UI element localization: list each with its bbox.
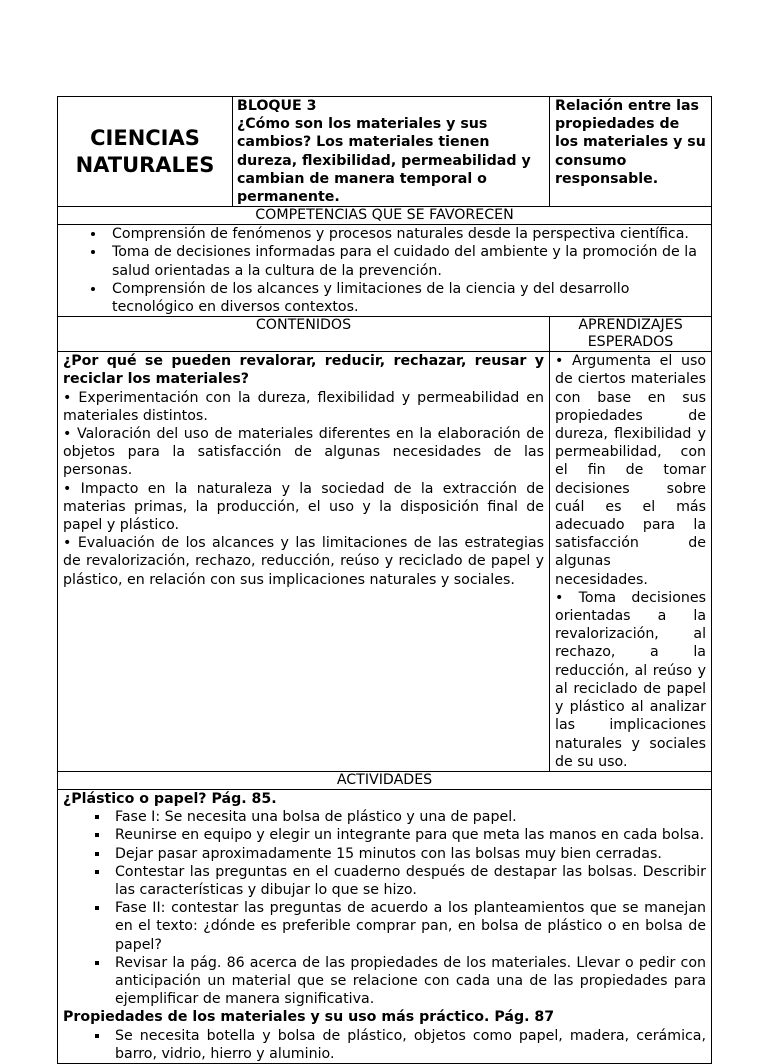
actividades-heading: ACTIVIDADES [58,771,712,789]
relation-cell: Relación entre las propiedades de los materiales y su consumo responsable. [550,97,712,207]
lesson-plan-table [57,96,712,1064]
contenidos-row [58,352,712,772]
block-cell [233,97,550,207]
list-item: • Toma de decisiones informadas para el cuidado del ambiente y la promoción de la salud orientadas a la cultura de la prevención. [106,243,708,279]
competencias-heading: COMPETENCIAS QUE SE FAVORECEN [58,207,712,225]
activity-title: ¿Plástico o papel? Pág. 85. [63,790,277,807]
list-item: ▪ Dejar pasar aproximadamente 15 minutos con las bolsas muy bien cerradas. [110,845,706,863]
contenidos-cell [58,352,550,772]
list-item: ▪ Fase I: Se necesita una bolsa de plástico y una de papel. [110,808,706,826]
list-item: ▪ Reunirse en equipo y elegir un integrante para que meta las manos en cada bolsa. [110,826,706,844]
activity-steps [63,808,706,1008]
list-item: • Comprensión de los alcances y limitaciones de la ciencia y del desarrollo tecnológico en diversos contextos. [106,280,708,316]
list-item: • Toma decisiones orientadas a la revalorización, al rechazo, a la reducción, al reúso y al reciclado de papel y plástico al analizar las implicaciones naturales y sociales de su uso. [555,589,707,770]
subject-title: CIENCIAS NATURALES [58,97,233,207]
contenidos-header-row [58,317,712,352]
list-item: ▪ Fase II: contestar las preguntas de acuerdo a los planteamientos que se manejan en el texto: ¿dónde es preferible comprar pan, en bolsa de plástico o en bolsa de papel? [110,899,706,954]
activity-steps [63,1027,706,1063]
aprendizajes-cell [550,352,712,772]
header-row [58,97,712,207]
aprendizajes-heading: APRENDIZAJES ESPERADOS [550,317,712,352]
activity-title: Propiedades de los materiales y su uso más práctico. Pág. 87 [63,1009,555,1026]
competencias-row [58,225,712,317]
contenidos-question: ¿Por qué se pueden revalorar, reducir, rechazar, reusar y reciclar los materiales? [63,353,545,388]
competencias-list [61,225,708,316]
list-item: ▪ Contestar las preguntas en el cuaderno después de destapar las bolsas. Describir las características y dibujar lo que se hizo. [110,863,706,899]
list-item: • Valoración del uso de materiales diferentes en la elaboración de objetos para la satisfacción de algunas necesidades de las personas. [63,426,545,479]
list-item: ▪ Se necesita botella y bolsa de plástico, objetos como papel, madera, cerámica, barro, vidrio, hierro y aluminio. [110,1027,706,1063]
list-item: • Impacto en la naturaleza y la sociedad de la extracción de materias primas, la producción, el uso y la disposición final de papel y plástico. [63,480,545,534]
actividades-cell [58,789,712,1063]
block-question: ¿Cómo son los materiales y sus cambios? Los materiales tienen dureza, flexibilidad, permeabilidad y cambian de manera temporal o permanente. [237,116,531,206]
contenidos-heading: CONTENIDOS [58,317,550,352]
list-item: ▪ Revisar la pág. 86 acerca de las propiedades de los materiales. Llevar o pedir con anticipación un material que se relacione con cada una de las propiedades para ejemplificar de manera significativa. [110,954,706,1009]
competencias-cell [58,225,712,317]
list-item: • Experimentación con la dureza, flexibilidad y permeabilidad en materiales distintos. [63,389,545,424]
list-item: • Evaluación de los alcances y las limitaciones de las estrategias de revalorización, rechazo, reducción, reúso y reciclado de papel y plástico, en relación con sus implicaciones naturales y sociales. [63,535,545,588]
block-title: BLOQUE 3 [237,98,317,114]
list-item: • Comprensión de fenómenos y procesos naturales desde la perspectiva científica. [106,225,708,243]
actividades-header-row [58,771,712,789]
list-item: • Argumenta el uso de ciertos materiales con base en sus propiedades de dureza, flexibilidad y permeabilidad, con el fin de tomar decisiones sobre cuál es el más adecuado para la satisfacción de algunas necesidades. [555,353,707,588]
competencias-header-row [58,207,712,225]
actividades-row [58,789,712,1063]
